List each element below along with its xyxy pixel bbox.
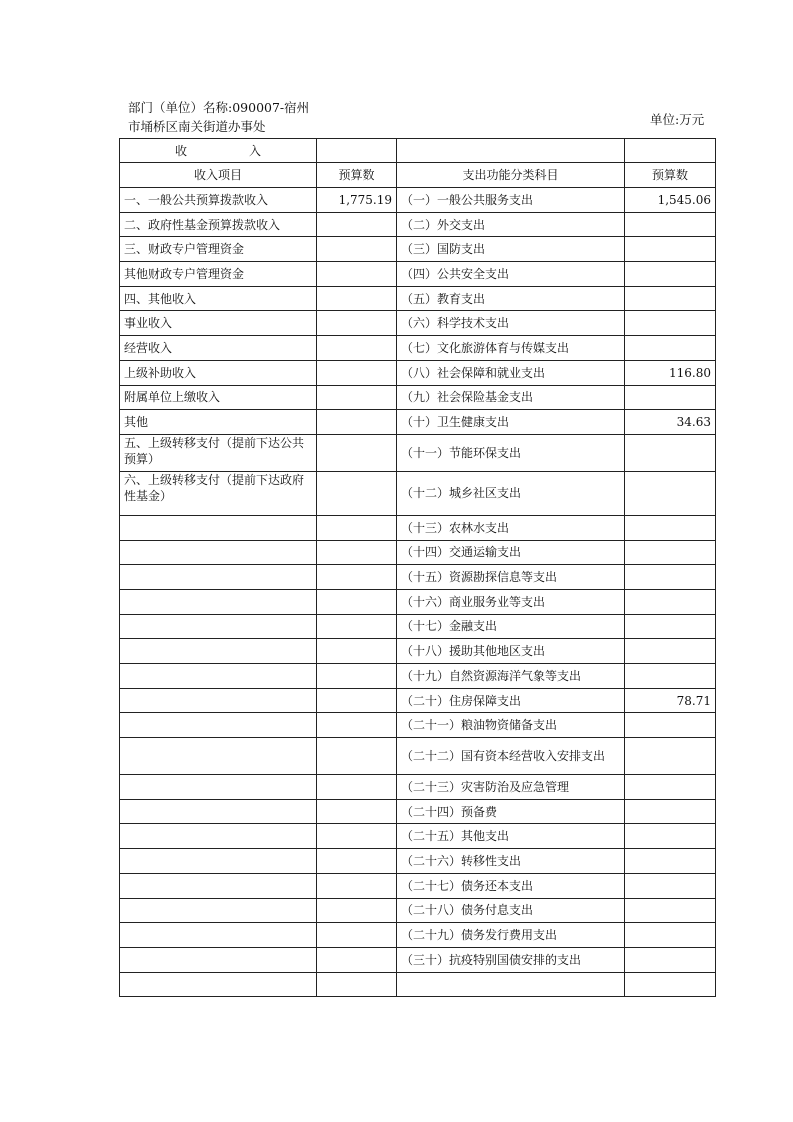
table-row: [120, 385, 716, 410]
income-item: [120, 947, 317, 972]
income-item: 经营收入: [120, 336, 317, 361]
expense-item: （十四）交通运输支出: [397, 540, 625, 565]
expense-item: （二十八）债务付息支出: [397, 898, 625, 923]
income-item: [120, 972, 317, 997]
department-name-line1: 部门（单位）名称:090007-宿州: [128, 100, 310, 115]
income-budget-header: 预算数: [317, 163, 397, 188]
table-row: [120, 434, 716, 471]
income-amount: [317, 360, 397, 385]
table-row: [120, 360, 716, 385]
expense-amount: [625, 775, 716, 800]
table-row: [120, 898, 716, 923]
expense-item: （二十三）灾害防治及应急管理: [397, 775, 625, 800]
income-item: [120, 565, 317, 590]
expense-item: （四）公共安全支出: [397, 262, 625, 287]
expense-item: （七）文化旅游体育与传媒支出: [397, 336, 625, 361]
expense-item: （十五）资源勘探信息等支出: [397, 565, 625, 590]
income-item: 一、一般公共预算拨款收入: [120, 188, 317, 213]
income-amount: [317, 688, 397, 713]
expense-item: （二十七）债务还本支出: [397, 873, 625, 898]
expense-item: [397, 972, 625, 997]
department-name-line2: 市埇桥区南关街道办事处: [128, 119, 266, 134]
income-section-header: 收 入: [120, 139, 317, 163]
blank-cell: [625, 139, 716, 163]
blank-cell: [317, 139, 397, 163]
column-header-row: [120, 163, 716, 188]
table-row: [120, 664, 716, 689]
expense-amount: 1,545.06: [625, 188, 716, 213]
expense-amount: [625, 947, 716, 972]
table-row: [120, 972, 716, 997]
expense-amount: [625, 237, 716, 262]
income-item: 二、政府性基金预算拨款收入: [120, 212, 317, 237]
expense-item: （十九）自然资源海洋气象等支出: [397, 664, 625, 689]
expense-item: （二十）住房保障支出: [397, 688, 625, 713]
table-row: [120, 799, 716, 824]
expense-item: （二十二）国有资本经营收入安排支出: [397, 738, 625, 775]
table-row: [120, 639, 716, 664]
income-amount: [317, 824, 397, 849]
table-row: [120, 515, 716, 540]
table-row: [120, 188, 716, 213]
table-row: [120, 471, 716, 515]
table-row: [120, 311, 716, 336]
table-row: [120, 212, 716, 237]
table-row: [120, 262, 716, 287]
income-item: 三、财政专户管理资金: [120, 237, 317, 262]
table-row: [120, 540, 716, 565]
expense-amount: [625, 311, 716, 336]
income-item: [120, 515, 317, 540]
expense-item: （二）外交支出: [397, 212, 625, 237]
section-header-row: [120, 139, 716, 163]
expense-amount: [625, 824, 716, 849]
income-item: [120, 738, 317, 775]
expense-item: （二十六）转移性支出: [397, 849, 625, 874]
income-item: 五、上级转移支付（提前下达公共预算）: [120, 434, 317, 471]
income-amount: [317, 336, 397, 361]
expense-amount: [625, 713, 716, 738]
income-item: [120, 799, 317, 824]
expense-item: （十一）节能环保支出: [397, 434, 625, 471]
income-amount: [317, 775, 397, 800]
income-amount: [317, 713, 397, 738]
income-amount: [317, 410, 397, 435]
expense-amount: [625, 898, 716, 923]
expense-amount: [625, 540, 716, 565]
expense-item: （二十一）粮油物资储备支出: [397, 713, 625, 738]
expense-amount: [625, 565, 716, 590]
expense-amount: 78.71: [625, 688, 716, 713]
expense-amount: [625, 286, 716, 311]
income-amount: [317, 664, 397, 689]
income-item: [120, 824, 317, 849]
expense-item: （八）社会保障和就业支出: [397, 360, 625, 385]
expense-amount: [625, 923, 716, 948]
expense-amount: [625, 664, 716, 689]
income-amount: [317, 385, 397, 410]
expense-item: （三）国防支出: [397, 237, 625, 262]
income-amount: [317, 738, 397, 775]
income-item: [120, 688, 317, 713]
income-item: 六、上级转移支付（提前下达政府性基金）: [120, 471, 317, 515]
table-row: [120, 873, 716, 898]
income-amount: [317, 286, 397, 311]
income-amount: [317, 434, 397, 471]
income-amount: [317, 262, 397, 287]
table-row: [120, 738, 716, 775]
income-amount: [317, 515, 397, 540]
income-amount: [317, 898, 397, 923]
income-amount: 1,775.19: [317, 188, 397, 213]
unit-label: 单位:万元: [650, 112, 705, 127]
table-row: [120, 688, 716, 713]
blank-cell: [397, 139, 625, 163]
expense-amount: [625, 385, 716, 410]
income-item: 事业收入: [120, 311, 317, 336]
income-amount: [317, 311, 397, 336]
expense-item: （五）教育支出: [397, 286, 625, 311]
income-item: [120, 664, 317, 689]
table-row: [120, 589, 716, 614]
expense-item: （十）卫生健康支出: [397, 410, 625, 435]
income-item: 其他: [120, 410, 317, 435]
expense-item: （十七）金融支出: [397, 614, 625, 639]
table-row: [120, 947, 716, 972]
table-row: [120, 849, 716, 874]
income-amount: [317, 614, 397, 639]
income-item: [120, 639, 317, 664]
expense-amount: [625, 434, 716, 471]
income-item: [120, 540, 317, 565]
expense-amount: [625, 614, 716, 639]
income-amount: [317, 873, 397, 898]
table-row: [120, 824, 716, 849]
table-row: [120, 286, 716, 311]
department-name: [128, 98, 328, 136]
expense-item: （三十）抗疫特别国债安排的支出: [397, 947, 625, 972]
expense-item: （二十九）债务发行费用支出: [397, 923, 625, 948]
income-item: [120, 898, 317, 923]
expense-item: （二十五）其他支出: [397, 824, 625, 849]
income-amount: [317, 565, 397, 590]
expense-amount: [625, 471, 716, 515]
income-amount: [317, 639, 397, 664]
expense-item: （十六）商业服务业等支出: [397, 589, 625, 614]
expense-item: （十二）城乡社区支出: [397, 471, 625, 515]
income-item: [120, 614, 317, 639]
table-row: [120, 237, 716, 262]
income-amount: [317, 237, 397, 262]
table-row: [120, 614, 716, 639]
table-row: [120, 336, 716, 361]
income-amount: [317, 212, 397, 237]
expense-item: （九）社会保险基金支出: [397, 385, 625, 410]
income-item: [120, 873, 317, 898]
income-amount: [317, 947, 397, 972]
income-amount: [317, 849, 397, 874]
table-row: [120, 410, 716, 435]
expense-amount: [625, 972, 716, 997]
table-row: [120, 775, 716, 800]
income-amount: [317, 923, 397, 948]
expense-amount: [625, 738, 716, 775]
expense-amount: 34.63: [625, 410, 716, 435]
expense-item: （六）科学技术支出: [397, 311, 625, 336]
income-item: 上级补助收入: [120, 360, 317, 385]
income-item: 附属单位上缴收入: [120, 385, 317, 410]
income-item: 其他财政专户管理资金: [120, 262, 317, 287]
income-item: [120, 775, 317, 800]
table-row: [120, 713, 716, 738]
expense-amount: [625, 212, 716, 237]
expense-amount: [625, 639, 716, 664]
income-amount: [317, 589, 397, 614]
expense-item: （一）一般公共服务支出: [397, 188, 625, 213]
income-item: 四、其他收入: [120, 286, 317, 311]
expense-amount: [625, 336, 716, 361]
income-item: [120, 713, 317, 738]
expense-item: （十三）农林水支出: [397, 515, 625, 540]
expense-amount: 116.80: [625, 360, 716, 385]
expense-amount: [625, 799, 716, 824]
expense-budget-header: 预算数: [625, 163, 716, 188]
income-amount: [317, 471, 397, 515]
income-item: [120, 589, 317, 614]
expense-amount: [625, 589, 716, 614]
budget-table-body: [120, 139, 716, 997]
expense-amount: [625, 873, 716, 898]
expense-item-header: 支出功能分类科目: [397, 163, 625, 188]
expense-item: （十八）援助其他地区支出: [397, 639, 625, 664]
budget-table: [119, 138, 716, 997]
expense-item: （二十四）预备费: [397, 799, 625, 824]
income-amount: [317, 799, 397, 824]
table-row: [120, 565, 716, 590]
income-item-header: 收入项目: [120, 163, 317, 188]
expense-amount: [625, 515, 716, 540]
income-amount: [317, 540, 397, 565]
income-item: [120, 849, 317, 874]
expense-amount: [625, 262, 716, 287]
table-row: [120, 923, 716, 948]
income-item: [120, 923, 317, 948]
expense-amount: [625, 849, 716, 874]
income-amount: [317, 972, 397, 997]
